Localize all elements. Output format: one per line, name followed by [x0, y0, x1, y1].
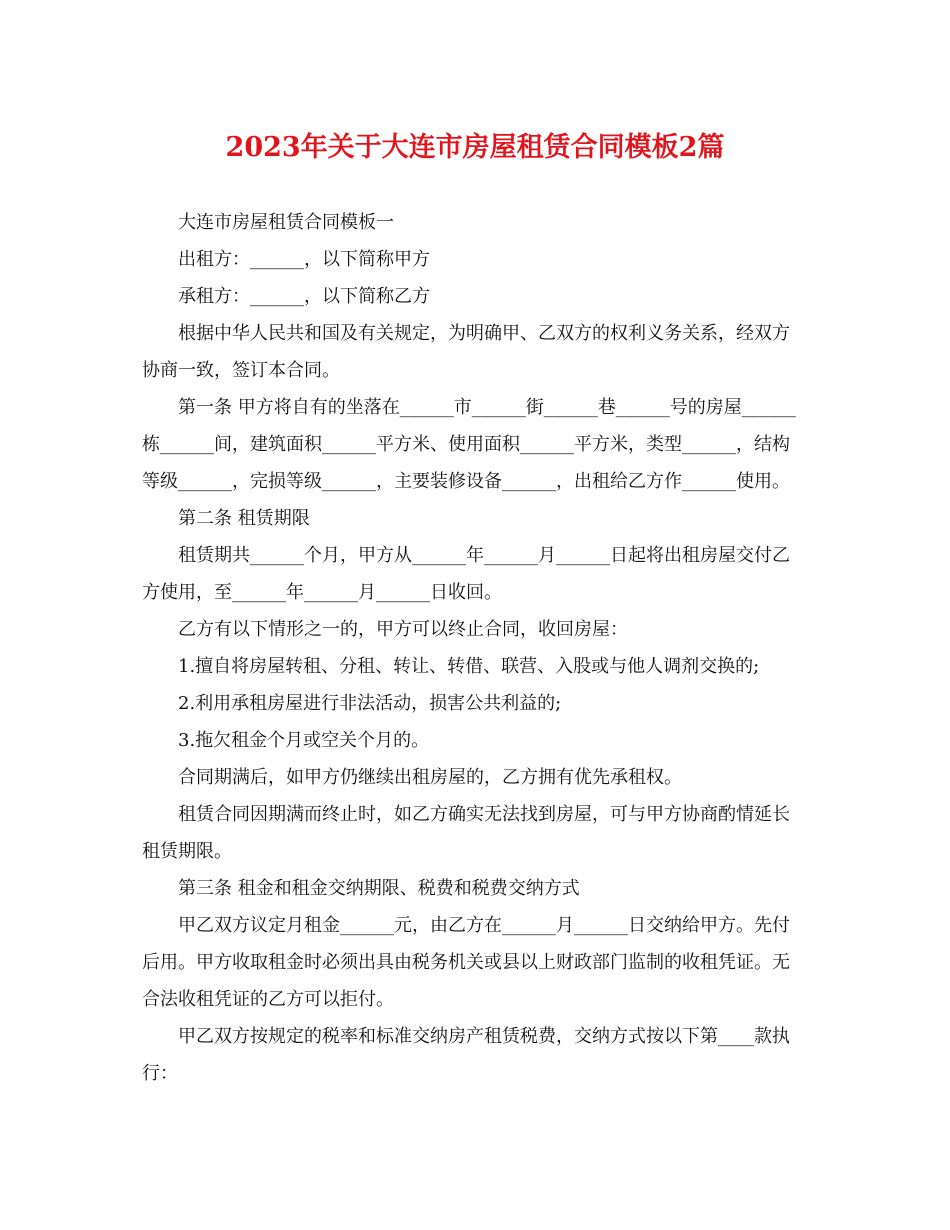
paragraph: 乙方有以下情形之一的，甲方可以终止合同，收回房屋：	[178, 619, 628, 640]
paragraph: 出租方：______，以下简称甲方	[178, 249, 430, 270]
paragraph: 3.拖欠租金个月或空关个月的。	[178, 730, 430, 751]
paragraph: 合同期满后，如甲方仍继续出租房屋的，乙方拥有优先承租权。	[178, 767, 682, 788]
document-body	[142, 204, 802, 1092]
paragraph: 根据中华人民共和国及有关规定，为明确甲、乙双方的权利义务关系，经双方协商一致，签订本合同。	[142, 323, 790, 381]
document-title: 2023年关于大连市房屋租赁合同模板2篇	[225, 132, 725, 163]
paragraph: 承租方：______，以下简称乙方	[178, 286, 430, 307]
paragraph: 租赁期共______个月，甲方从______年______月______日起将出租房屋交付乙方使用，至______年______月______日收回。	[142, 545, 790, 603]
paragraph: 第一条 甲方将自有的坐落在______市______街______巷______号的房屋______栋______间，建筑面积______平方米、使用面积______平方米，类型______，结构等级______，完损等级______，主要装修设备______，出租给乙方作______使用。	[142, 397, 796, 492]
paragraph: 2.利用承租房屋进行非法活动，损害公共利益的;	[178, 693, 562, 714]
paragraph: 第二条 租赁期限	[178, 508, 310, 529]
paragraph: 甲乙双方按规定的税率和标准交纳房产租赁税费，交纳方式按以下第____款执行：	[142, 1026, 790, 1084]
paragraph: 第三条 租金和租金交纳期限、税费和税费交纳方式	[178, 878, 580, 899]
paragraph: 租赁合同因期满而终止时，如乙方确实无法找到房屋，可与甲方协商酌情延长租赁期限。	[142, 804, 790, 862]
paragraph: 大连市房屋租赁合同模板一	[178, 212, 394, 233]
paragraph: 甲乙双方议定月租金______元，由乙方在______月______日交纳给甲方。先付后用。甲方收取租金时必须出具由税务机关或县以上财政部门监制的收租凭证。无合法收租凭证的乙方可以拒付。	[142, 915, 790, 1010]
paragraph: 1.擅自将房屋转租、分租、转让、转借、联营、入股或与他人调剂交换的;	[178, 656, 760, 677]
